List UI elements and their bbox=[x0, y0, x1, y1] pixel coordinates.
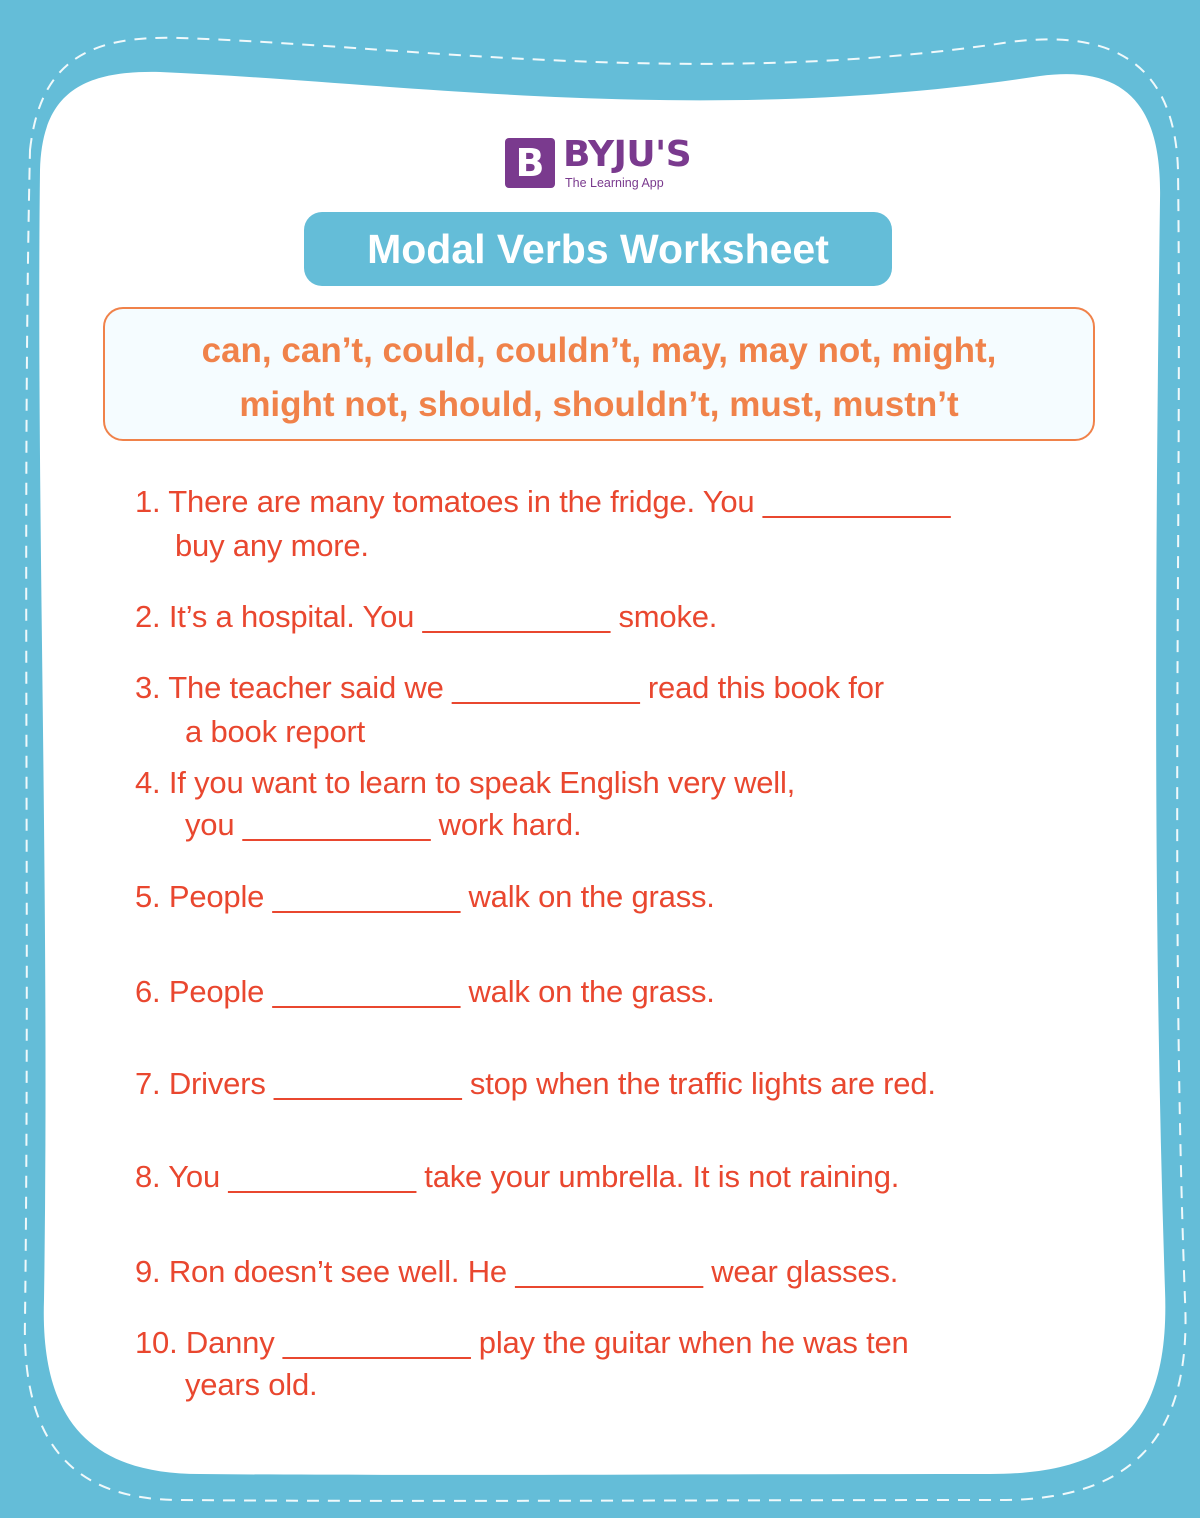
word-bank-box bbox=[103, 307, 1095, 441]
question-10-line-2: years old. bbox=[185, 1367, 318, 1402]
question-3-line-2: a book report bbox=[185, 714, 366, 749]
word-bank-line-2: might not, should, shouldn’t, must, mustn’t bbox=[239, 385, 959, 424]
question-8-line-1: 8. You ___________ take your umbrella. It is not raining. bbox=[135, 1159, 900, 1194]
page-title: Modal Verbs Worksheet bbox=[304, 212, 892, 286]
question-2-line-1: 2. It’s a hospital. You ___________ smoke. bbox=[135, 599, 718, 634]
question-9-line-1: 9. Ron doesn’t see well. He ___________ wear glasses. bbox=[135, 1254, 899, 1289]
question-7-line-1: 7. Drivers ___________ stop when the traffic lights are red. bbox=[135, 1066, 936, 1101]
question-1-line-1: 1. There are many tomatoes in the fridge. You ___________ bbox=[135, 484, 951, 519]
logo-b-icon: B bbox=[505, 138, 555, 188]
logo-tagline: The Learning App bbox=[565, 176, 664, 190]
word-bank-line-1: can, can’t, could, couldn’t, may, may not, might, bbox=[201, 331, 997, 370]
question-1-line-2: buy any more. bbox=[175, 528, 369, 563]
question-4-line-1: 4. If you want to learn to speak English very well, bbox=[135, 765, 796, 800]
question-6-line-1: 6. People ___________ walk on the grass. bbox=[135, 974, 715, 1009]
question-10-line-1: 10. Danny ___________ play the guitar when he was ten bbox=[135, 1325, 909, 1360]
question-3-line-1: 3. The teacher said we ___________ read this book for bbox=[135, 670, 884, 705]
question-5-line-1: 5. People ___________ walk on the grass. bbox=[135, 879, 715, 914]
logo-name: BYJU'S bbox=[563, 134, 692, 175]
question-4-line-2: you ___________ work hard. bbox=[185, 807, 582, 842]
